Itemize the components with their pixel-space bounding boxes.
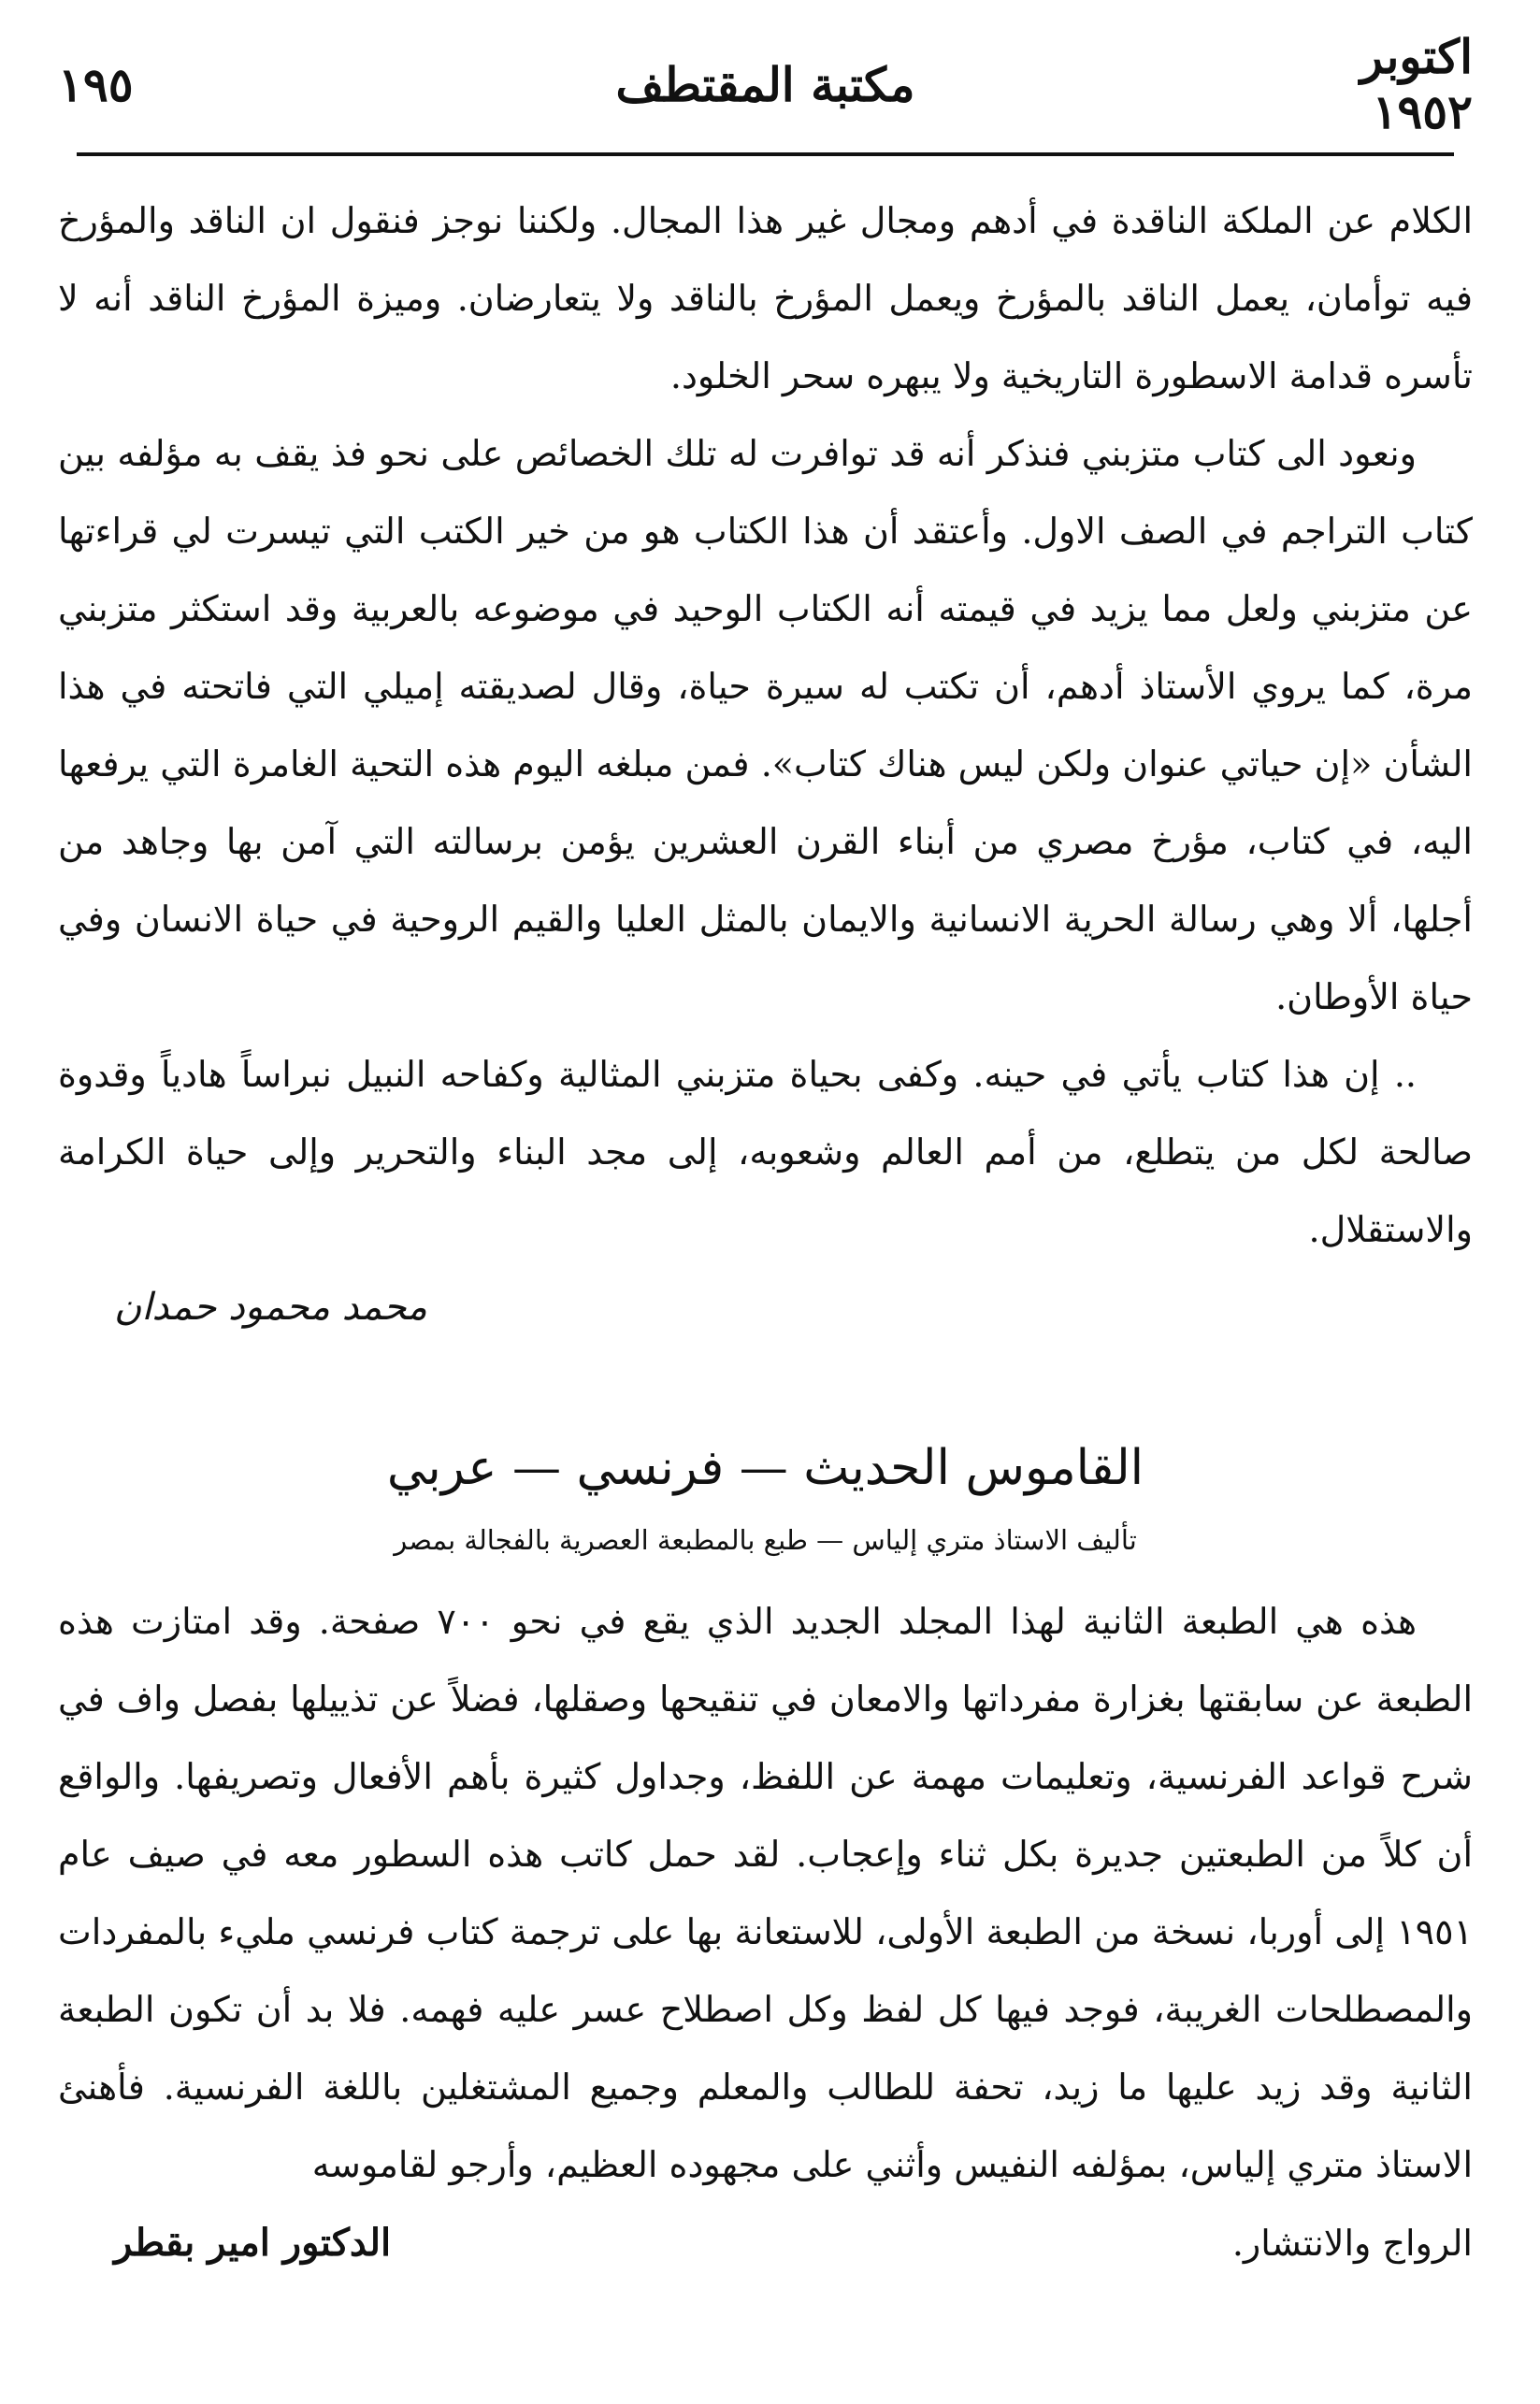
issue-date: اكتوبر ١٩٥٢ xyxy=(1360,29,1473,139)
review1-paragraph-3: .. إن هذا كتاب يأتي في حينه. وكفى بحياة متزبني المثالية وكفاحه النبيل نبراساً هادياً وقدوة صالحة لكل من يتطلع، من أمم العالم وشعوبه، إلى مجد البناء والتحرير وإلى حياة الكرامة والاستقلال. xyxy=(58,1054,1473,1250)
review2-last-line: الرواج والانتشار. xyxy=(1231,2223,1473,2264)
review2-subtitle: تأليف الاستاذ متري إلياس — طبع بالمطبعة العصرية بالفجالة بمصر xyxy=(394,1524,1137,1556)
review1-paragraph-2: ونعود الى كتاب متزبني فنذكر أنه قد توافرت له تلك الخصائص على نحو فذ يقف به مؤلفه بين كتاب التراجم في الصف الاول. وأعتقد أن هذا الكتاب هو من خير الكتب التي تيسرت لي قراءتها عن متزبني ولعل مما يزيد في قيمته أنه الكتاب الوحيد في موضوعه بالعربية وقد استكثر متزبني مرة، كما يروي الأستاذ أدهم، أن تكتب له سيرة حياة، وقال لصديقته إميلي التي فاتحته في هذا الشأن «إن حياتي عنوان ولكن ليس هناك كتاب». فمن مبلغه اليوم هذه التحية الغامرة التي يرفعها اليه، في كتاب، مؤرخ مصري من أبناء القرن العشرين يؤمن برسالته التي آمن بها وجاهد من أجلها، ألا وهي رسالة الحرية الانسانية والايمان بالمثل العليا والقيم الروحية في حياة الانسان وفي حياة الأوطان. xyxy=(58,433,1473,1017)
review1-signature: محمد محمود حمدان xyxy=(114,1286,427,1329)
review2-title: القاموس الحديث — فرنسي — عربي xyxy=(386,1440,1144,1496)
review2-signature-row xyxy=(58,2204,1473,2282)
review1-paragraph-1: الكلام عن الملكة الناقدة في أدهم ومجال غير هذا المجال. ولكننا نوجز فنقول ان الناقد والمؤرخ فيه توأمان، يعمل الناقد بالمؤرخ ويعمل المؤرخ بالناقد ولا يتعارضان. وميزة المؤرخ الناقد أنه لا تأسره قدامة الاسطورة التاريخية ولا يبهره سحر الخلود. xyxy=(58,200,1473,396)
review2-paragraph-1: هذه هي الطبعة الثانية لهذا المجلد الجديد الذي يقع في نحو ٧٠٠ صفحة. وقد امتازت هذه الطبعة عن سابقتها بغزارة مفرداتها والامعان في تنقيحها وصقلها، فضلاً عن تذييلها بفصل واف في شرح قواعد الفرنسية، وتعليمات مهمة عن اللفظ، وجداول كثيرة بأهم الأفعال وتصريفها. والواقع أن كلاً من الطبعتين جديرة بكل ثناء وإعجاب. لقد حمل كاتب هذه السطور معه في صيف عام ١٩٥١ إلى أوربا، نسخة من الطبعة الأولى، للاستعانة بها على ترجمة كتاب فرنسي مليء بالمفردات والمصطلحات الغريبة، فوجد فيها كل لفظ وكل اصطلاح عسر عليه فهمه. فلا بد أن تكون الطبعة الثانية وقد زيد عليها ما زيد، تحفة للطالب والمعلم وجميع المشتغلين باللغة الفرنسية. فأهنئ الاستاذ متري إلياس، بمؤلفه النفيس وأثني على مجهوده العظيم، وأرجو لقاموسه xyxy=(58,1601,1473,2185)
page-header xyxy=(58,29,1473,139)
review1-signature-row xyxy=(58,1269,1473,1346)
review2-signature: الدكتور امير بقطر xyxy=(114,2221,392,2265)
section-title: مكتبة المقتطف xyxy=(615,56,915,112)
header-divider xyxy=(77,152,1454,156)
page-number: ١٩٥ xyxy=(58,56,134,112)
